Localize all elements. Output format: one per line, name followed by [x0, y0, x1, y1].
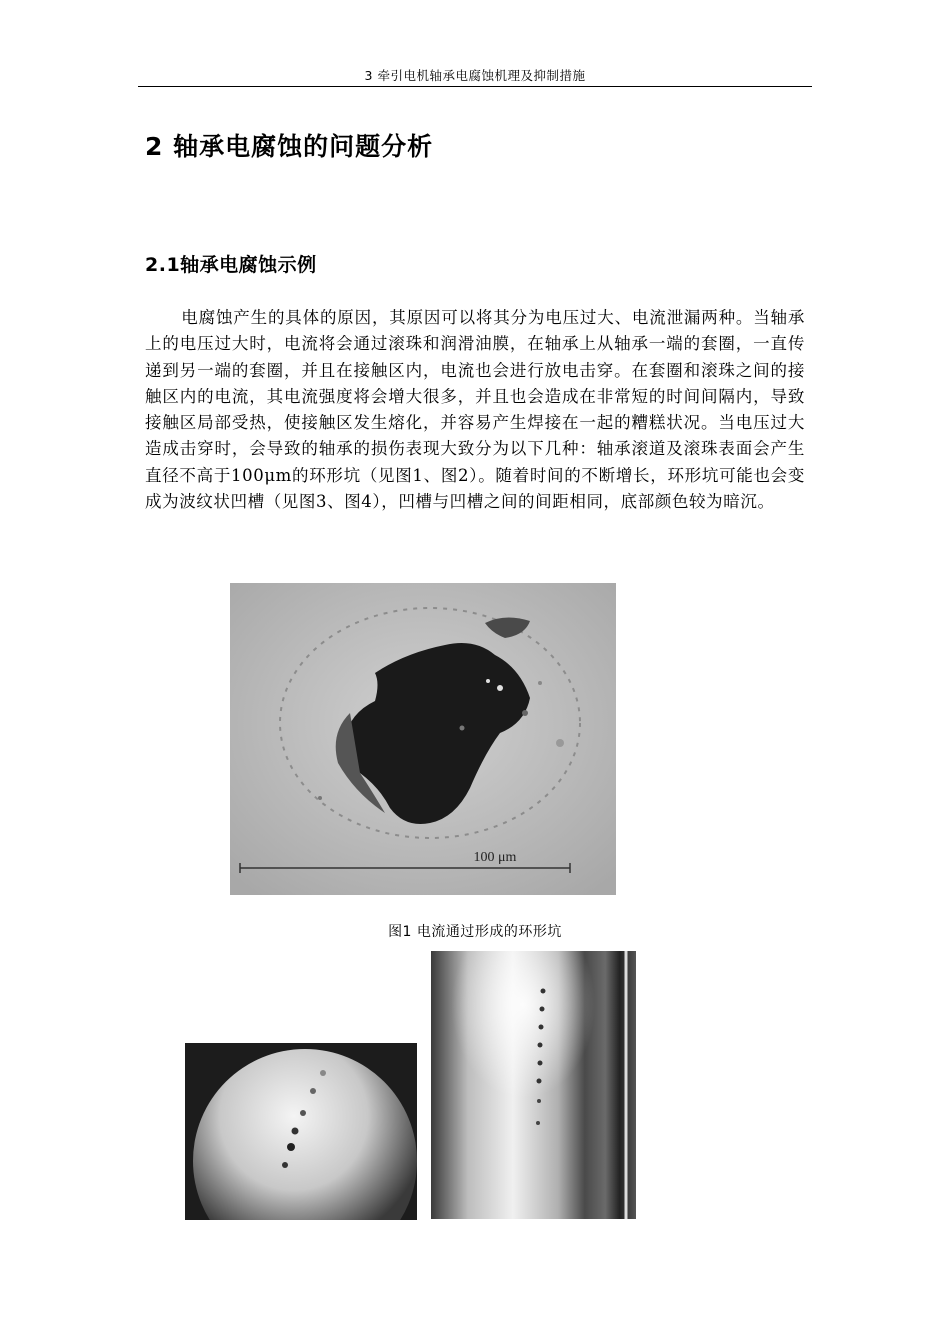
figure-1-micrograph	[230, 583, 616, 895]
body-paragraph: 电腐蚀产生的具体的原因，其原因可以将其分为电压过大、电流泄漏两种。当轴承上的电压过大时，电流将会通过滚珠和润滑油膜，在轴承上从轴承一端的套圈，一直传递到另一端的套圈，并且在接触区内，电流也会进行放电击穿。在套圈和滚珠之间的接触区内的电流，其电流强度将会增大很多，并且也会造成在非常短的时间间隔内，导致接触区局部受热，使接触区发生熔化，并容易产生焊接在一起的糟糕状况。当电压过大造成击穿时，会导致的轴承的损伤表现大致分为以下几种：轴承滚道及滚珠表面会产生直径不高于100μm的环形坑（见图1、图2）。随着时间的不断增长，环形坑可能也会变成为波纹状凹槽（见图3、图4），凹槽与凹槽之间的间距相同，底部颜色较为暗沉。	[145, 308, 805, 512]
figure-raceway-photo	[431, 951, 636, 1219]
section-title: 2.1轴承电腐蚀示例	[145, 254, 317, 276]
header-rule	[138, 86, 812, 87]
chapter-title: 2 轴承电腐蚀的问题分析	[145, 132, 434, 161]
figure-1-caption: 图1 电流通过形成的环形坑	[388, 924, 562, 940]
figure-ball-photo	[185, 1043, 417, 1220]
running-header: 3 牵引电机轴承电腐蚀机理及抑制措施	[364, 68, 586, 83]
figure-1-scale-label: 100 μm	[473, 850, 517, 865]
